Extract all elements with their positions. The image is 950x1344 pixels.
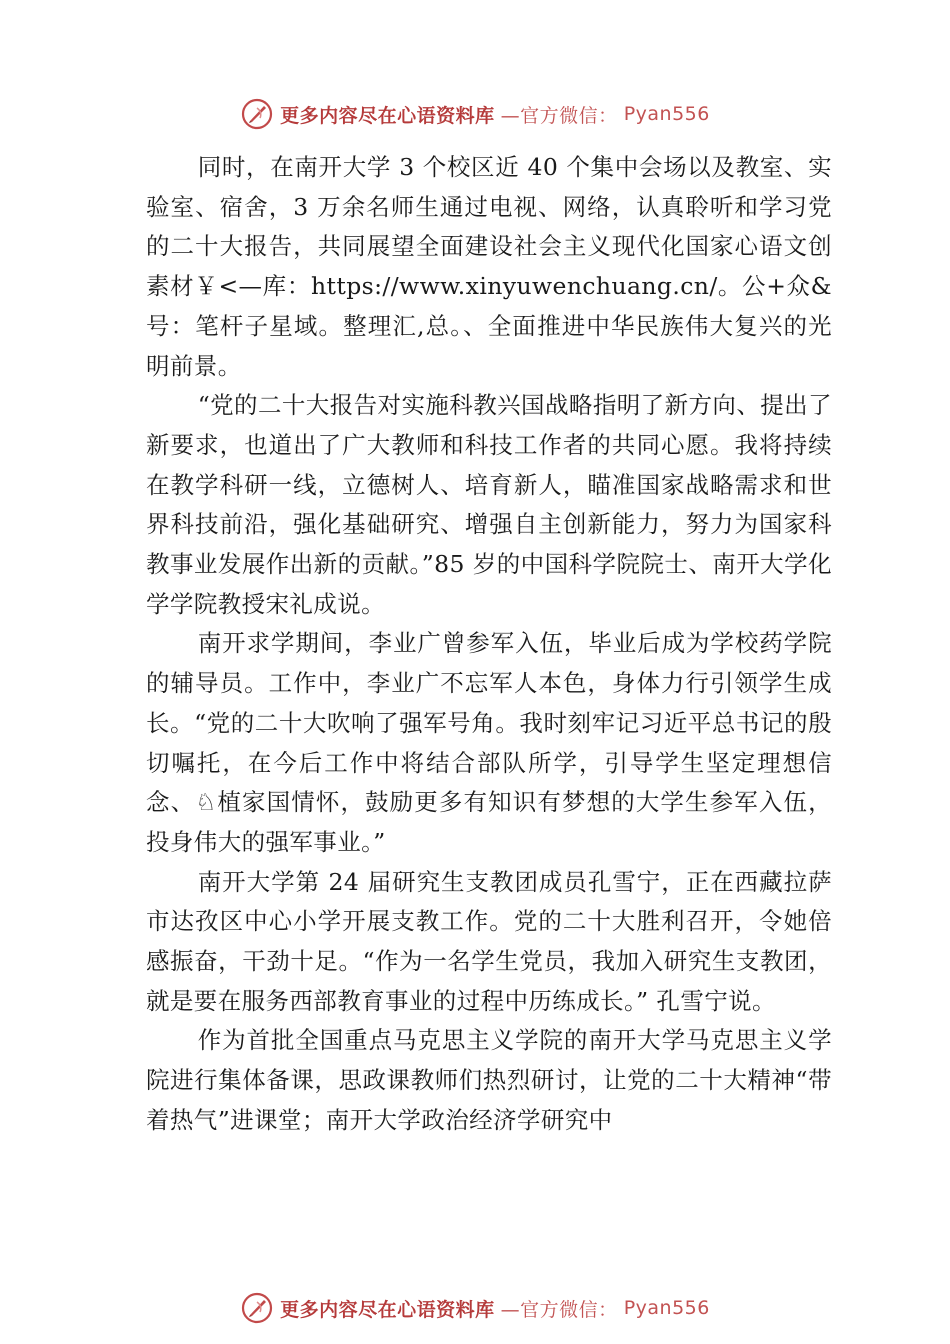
- watermark-text: 更多内容尽在心语资料库: [280, 104, 495, 127]
- watermark-id: Pyan556: [623, 1297, 710, 1319]
- paragraph-2: “党的二十大报告对实施科教兴国战略指明了新方向、提出了新要求，也道出了广大教师和科技工作者的共同心愿。我将持续在教学科研一线，立德树人、培育新人，瞄准国家战略需求和世界科技前沿，强化基础研究、增强自主创新能力，努力为国家科教事业发展作出新的贡献。”85 岁的中国科学院院士、南开大学化学学院教授宋礼成说。: [146, 391, 832, 618]
- footer-watermark: [0, 1288, 950, 1328]
- quill-seal-icon: [240, 97, 274, 131]
- document-body: [146, 148, 832, 1141]
- watermark-id: Pyan556: [623, 103, 710, 125]
- paragraph-1: 同时，在南开大学 3 个校区近 40 个集中会场以及教室、实验室、宿舍，3 万余名师生通过电视、网络，认真聆听和学习党的二十大报告，共同展望全面建设社会主义现代化国家心语文创素材￥<—库：https://www.xinyuwenchuang.cn/。公+众&号：笔杆子星域。整理汇,总。、全面推进中华民族伟大复兴的光明前景。: [146, 153, 832, 380]
- watermark-text: 更多内容尽在心语资料库: [280, 1298, 495, 1321]
- watermark-dash: —官方微信：: [500, 1298, 618, 1321]
- watermark-dash: —官方微信：: [500, 104, 618, 127]
- paragraph-4: 南开大学第 24 届研究生支教团成员孔雪宁，正在西藏拉萨市达孜区中心小学开展支教工作。党的二十大胜利召开，令她倍感振奋，干劲十足。“作为一名学生党员，我加入研究生支教团，就是要在服务西部教育事业的过程中历练成长。” 孔雪宁说。: [146, 867, 832, 1015]
- paragraph-3: 南开求学期间，李业广曾参军入伍，毕业后成为学校药学院的辅导员。工作中，李业广不忘军人本色，身体力行引领学生成长。“党的二十大吹响了强军号角。我时刻牢记习近平总书记的殷切嘱托，在今后工作中将结合部队所学，引导学生坚定理想信念、♘植家国情怀，鼓励更多有知识有梦想的大学生参军入伍，投身伟大的强军事业。”: [146, 629, 832, 856]
- paragraph-5: 作为首批全国重点马克思主义学院的南开大学马克思主义学院进行集体备课，思政课教师们热烈研讨，让党的二十大精神“带着热气”进课堂；南开大学政治经济学研究中: [146, 1026, 832, 1134]
- quill-seal-icon: [240, 1291, 274, 1325]
- header-watermark: [0, 94, 950, 134]
